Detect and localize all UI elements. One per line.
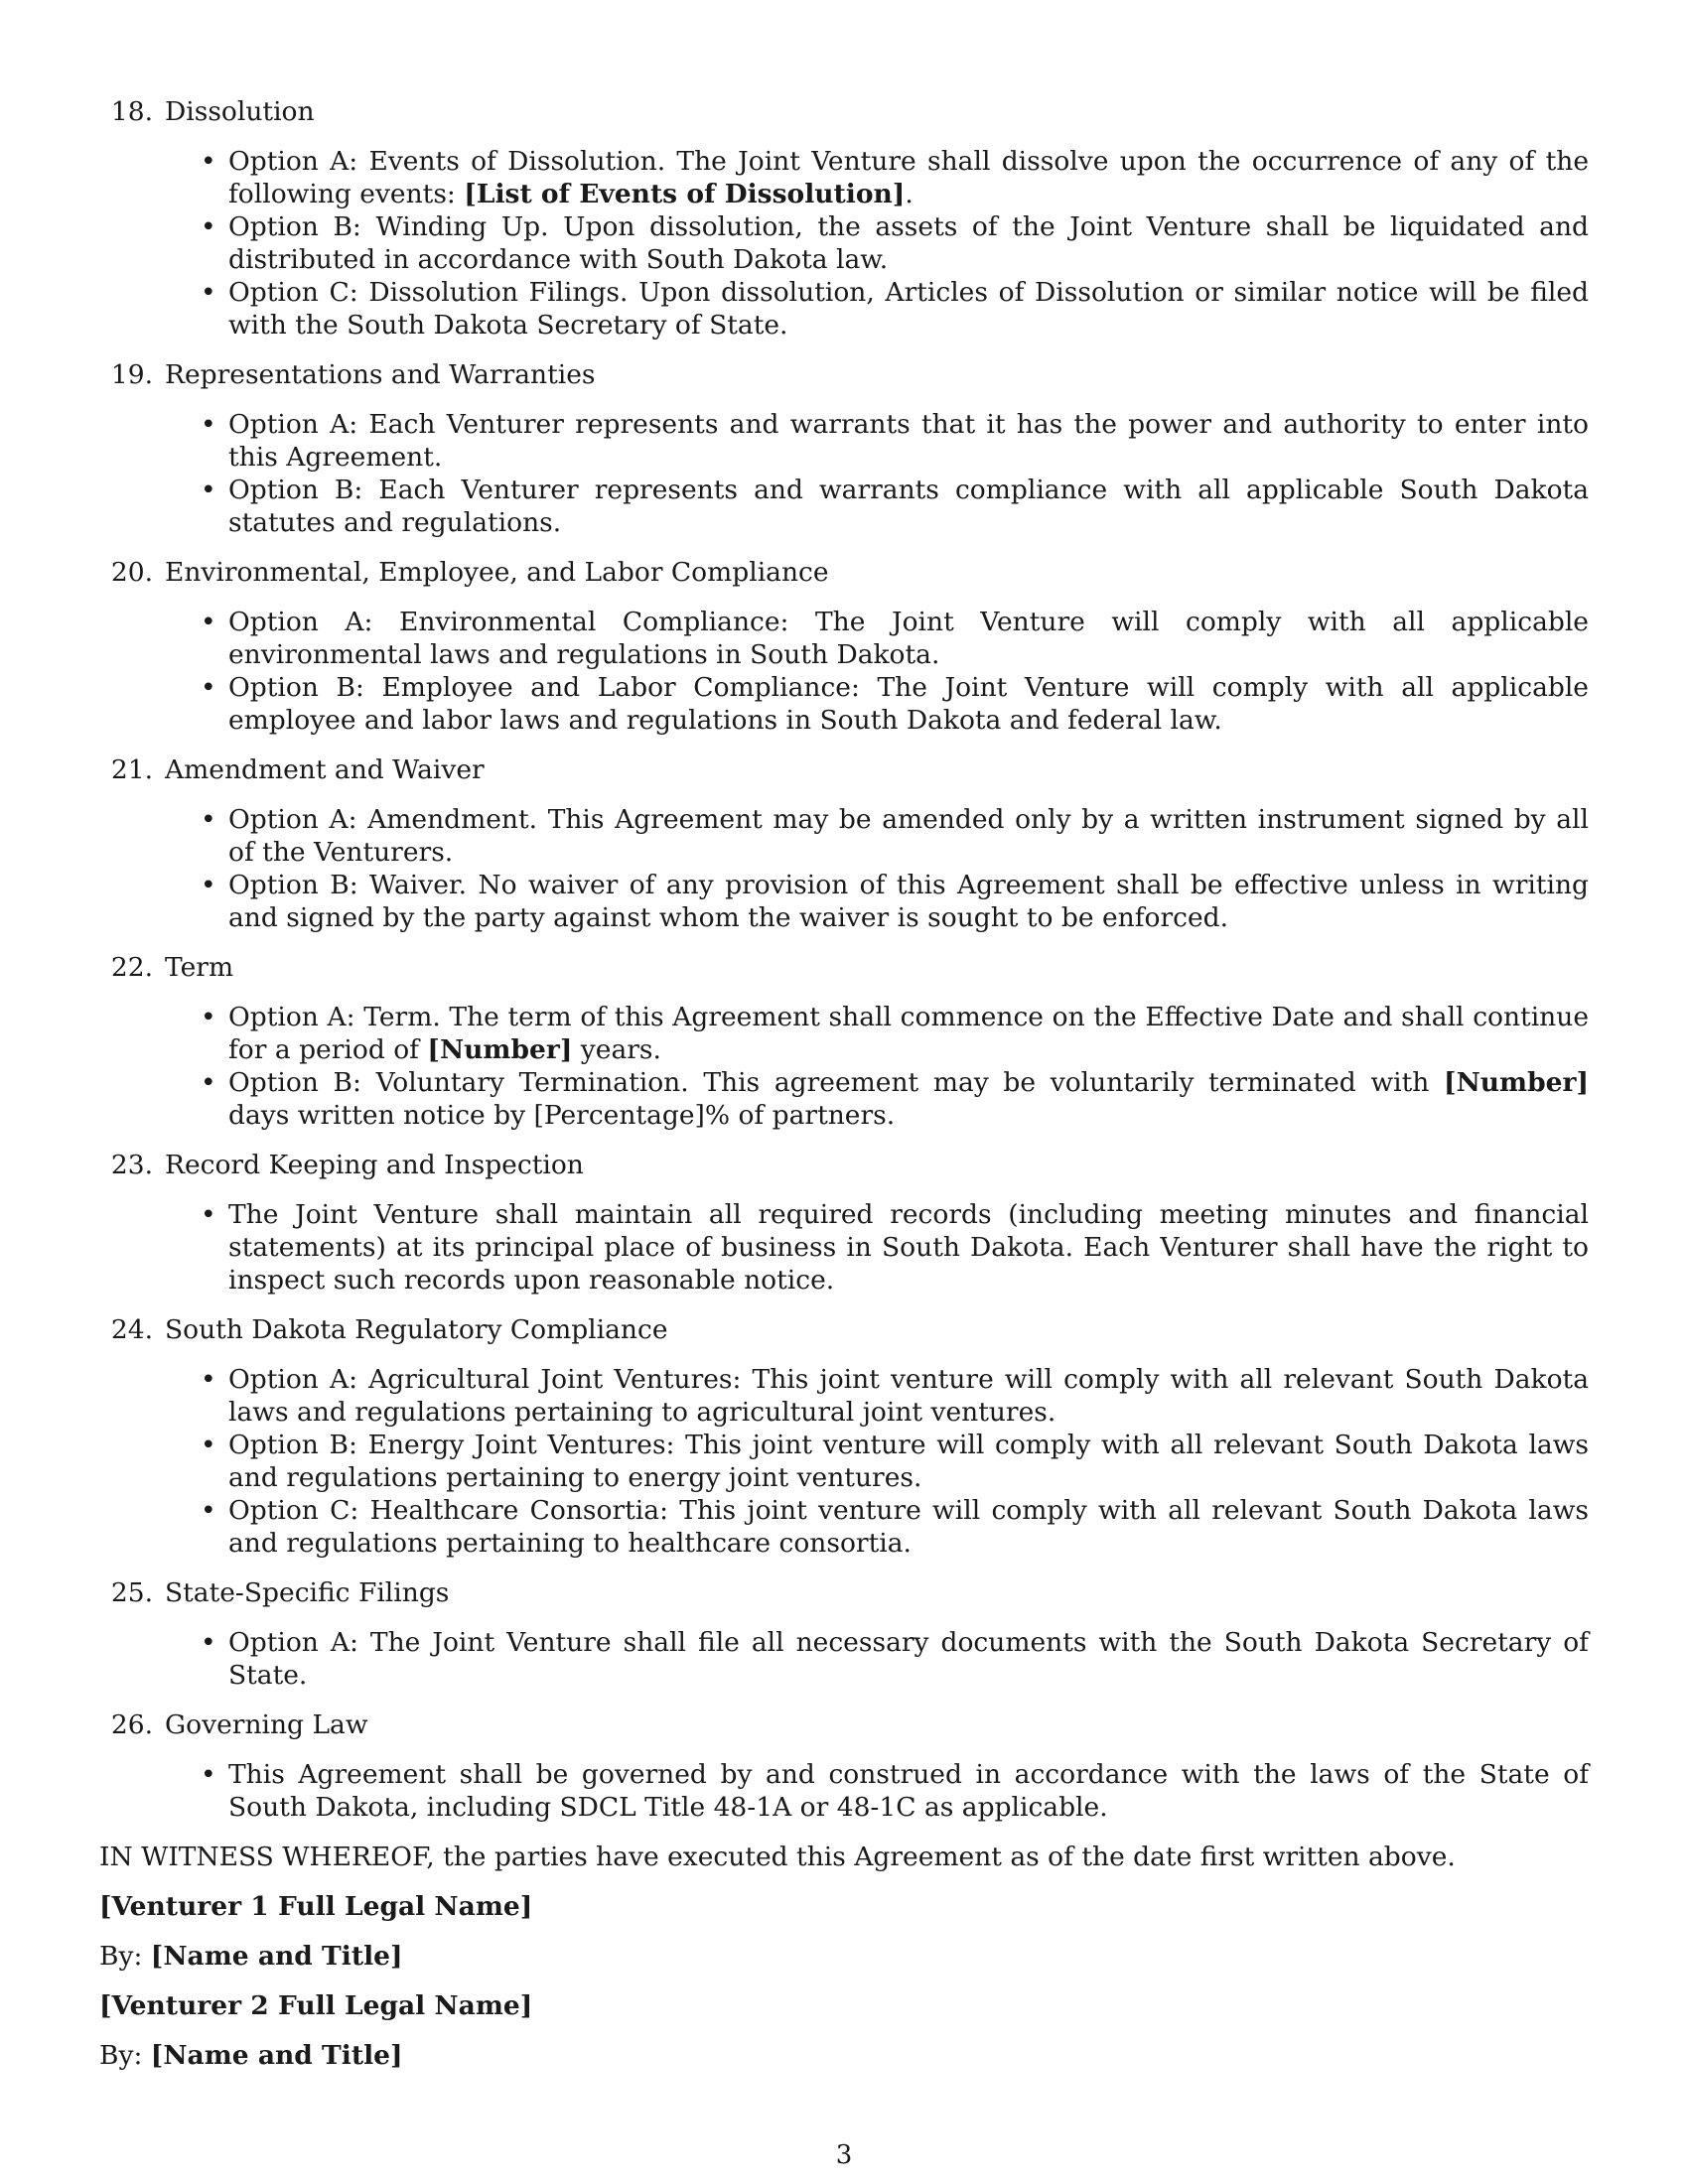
option-item — [228, 276, 1589, 341]
section-21 — [99, 753, 1589, 934]
section-number: 26. — [110, 1709, 153, 1740]
section-title: Dissolution — [165, 96, 315, 127]
section-18 — [99, 95, 1589, 341]
section-heading — [99, 753, 1589, 786]
option-placeholder: [List of Events of Dissolution] — [464, 179, 906, 209]
section-25 — [99, 1576, 1589, 1692]
section-20 — [99, 556, 1589, 737]
option-item — [228, 803, 1589, 869]
option-item — [228, 1626, 1589, 1692]
option-text: Option A: The Joint Venture shall file all necessary documents with the South Dakota Secretary of State. — [228, 1627, 1589, 1691]
signature-venturer-1-name: [Venturer 1 Full Legal Name] — [99, 1891, 533, 1922]
option-item — [228, 1429, 1589, 1494]
section-number: 23. — [110, 1150, 153, 1180]
section-heading — [99, 95, 1589, 128]
section-number: 22. — [110, 952, 153, 983]
option-list — [99, 145, 1589, 341]
section-title: Record Keeping and Inspection — [165, 1150, 584, 1180]
option-text: Option B: Each Venturer represents and warrants compliance with all applicable South Dakota statutes and regulations. — [228, 475, 1589, 538]
section-title: Environmental, Employee, and Labor Compliance — [165, 557, 829, 588]
section-list — [99, 95, 1589, 1824]
option-text: Option B: Energy Joint Ventures: This joint venture will comply with all relevant South Dakota laws and regulations pertaining to energy joint ventures. — [228, 1430, 1589, 1493]
option-list — [99, 1626, 1589, 1692]
section-number: 19. — [110, 359, 153, 390]
signature-venturer-2-by: By: [Name and Title] — [99, 2040, 403, 2071]
witness-clause: IN WITNESS WHEREOF, the parties have executed this Agreement as of the date first written above. — [99, 1842, 1456, 1872]
option-item — [228, 1066, 1589, 1132]
section-number: 21. — [110, 754, 153, 785]
option-text: Option C: Healthcare Consortia: This joint venture will comply with all relevant South Dakota laws and regulations pertaining to healthcare consortia. — [228, 1495, 1589, 1559]
section-heading — [99, 1149, 1589, 1181]
option-list — [99, 1198, 1589, 1297]
section-number: 20. — [110, 557, 153, 588]
section-title: Amendment and Waiver — [165, 754, 485, 785]
option-list — [99, 408, 1589, 539]
option-text: The Joint Venture shall maintain all required records (including meeting minutes and financial statements) at its principal place of business in South Dakota. Each Venturer shall have the right to inspect such records upon reasonable notice. — [228, 1199, 1589, 1296]
section-number: 25. — [110, 1577, 153, 1608]
section-number: 24. — [110, 1314, 153, 1345]
option-list — [99, 1001, 1589, 1132]
option-item — [228, 145, 1589, 210]
section-heading — [99, 1708, 1589, 1741]
option-placeholder: [Number] — [1444, 1067, 1589, 1098]
section-26 — [99, 1708, 1589, 1824]
option-item — [228, 869, 1589, 934]
document-body — [99, 95, 1589, 2072]
section-title: South Dakota Regulatory Compliance — [165, 1314, 668, 1345]
option-text: Option A: Events of Dissolution. The Joint Venture shall dissolve upon the occurrence of any of the following events: — [228, 146, 1589, 209]
option-list — [99, 1363, 1589, 1560]
option-item — [228, 1363, 1589, 1429]
option-item — [228, 474, 1589, 539]
option-text: Option A: Each Venturer represents and warrants that it has the power and authority to enter into this Agreement. — [228, 409, 1589, 473]
option-text: Option A: Agricultural Joint Ventures: This joint venture will comply with all relevant South Dakota laws and regulations pertaining to agricultural joint ventures. — [228, 1364, 1589, 1428]
section-heading — [99, 358, 1589, 391]
option-text-after: days written notice by [Percentage]% of partners. — [228, 1100, 896, 1131]
section-number: 18. — [110, 96, 153, 127]
section-22 — [99, 951, 1589, 1132]
option-text-after: years. — [572, 1034, 661, 1065]
option-item — [228, 1758, 1589, 1824]
option-text: Option A: Environmental Compliance: The Joint Venture will comply with all applicable environmental laws and regulations in South Dakota. — [228, 607, 1589, 670]
option-item — [228, 1494, 1589, 1560]
signature-venturer-2-name: [Venturer 2 Full Legal Name] — [99, 1990, 533, 2021]
option-text: Option C: Dissolution Filings. Upon dissolution, Articles of Dissolution or similar notice will be filed with the South Dakota Secretary of State. — [228, 277, 1589, 341]
option-item — [228, 1198, 1589, 1297]
option-text: Option B: Employee and Labor Compliance: The Joint Venture will comply with all applicable employee and labor laws and regulations in South Dakota and federal law. — [228, 672, 1589, 736]
option-text: Option B: Waiver. No waiver of any provision of this Agreement shall be effective unless in writing and signed by the party against whom the waiver is sought to be enforced. — [228, 870, 1589, 933]
option-text-after: . — [905, 179, 914, 209]
option-text: Option B: Winding Up. Upon dissolution, the assets of the Joint Venture shall be liquidated and distributed in accordance with South Dakota law. — [228, 211, 1589, 275]
page-number: 3 — [835, 2140, 853, 2170]
option-text: Option A: Amendment. This Agreement may be amended only by a written instrument signed by all of the Venturers. — [228, 804, 1589, 868]
section-23 — [99, 1149, 1589, 1297]
option-item — [228, 210, 1589, 276]
option-item — [228, 408, 1589, 474]
section-heading — [99, 1313, 1589, 1346]
section-19 — [99, 358, 1589, 539]
option-list — [99, 1758, 1589, 1824]
option-text: This Agreement shall be governed by and construed in accordance with the laws of the State of South Dakota, including SDCL Title 48-1A or 48-1C as applicable. — [228, 1759, 1589, 1823]
option-item — [228, 671, 1589, 737]
option-item — [228, 1001, 1589, 1066]
signature-venturer-1-by: By: [Name and Title] — [99, 1941, 403, 1972]
section-heading — [99, 556, 1589, 589]
option-list — [99, 606, 1589, 737]
section-title: Representations and Warranties — [165, 359, 596, 390]
option-text: Option A: Term. The term of this Agreement shall commence on the Effective Date and shall continue for a period of — [228, 1002, 1589, 1065]
section-heading — [99, 951, 1589, 984]
option-placeholder: [Number] — [427, 1034, 573, 1065]
section-title: Term — [165, 952, 234, 983]
option-text: Option B: Voluntary Termination. This agreement may be voluntarily terminated with — [228, 1067, 1445, 1098]
option-list — [99, 803, 1589, 934]
section-24 — [99, 1313, 1589, 1560]
section-heading — [99, 1576, 1589, 1609]
section-title: Governing Law — [165, 1709, 368, 1740]
option-item — [228, 606, 1589, 671]
section-title: State-Specific Filings — [165, 1577, 450, 1608]
